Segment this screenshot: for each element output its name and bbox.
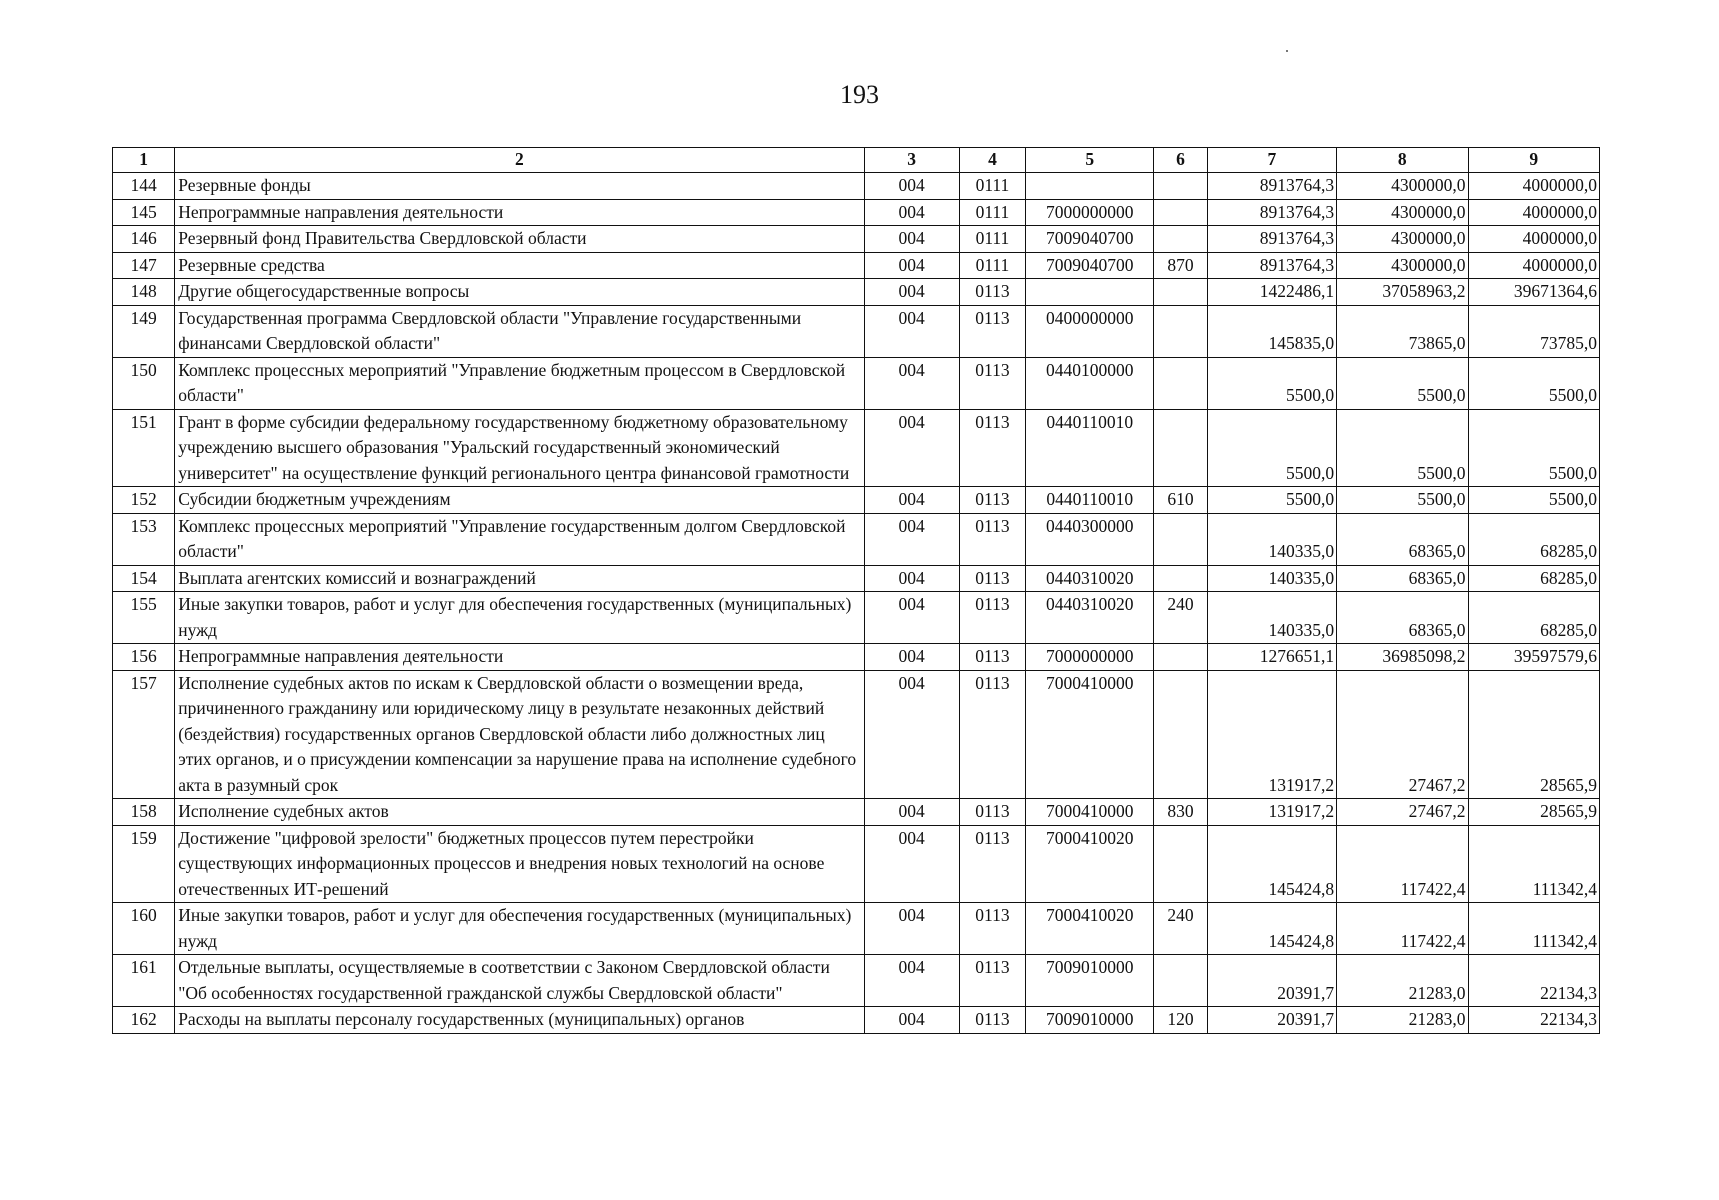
code-col3: 004 [864, 487, 959, 514]
code-col4: 0113 [959, 409, 1025, 487]
code-col6 [1154, 279, 1207, 306]
code-col3: 004 [864, 305, 959, 357]
budget-table [112, 147, 1600, 1034]
amount-col7: 145835,0 [1207, 305, 1336, 357]
amount-col8: 117422,4 [1337, 825, 1468, 903]
row-name: Непрограммные направления деятельности [175, 199, 864, 226]
amount-col7: 5500,0 [1207, 357, 1336, 409]
code-col3: 004 [864, 226, 959, 253]
row-number: 150 [113, 357, 175, 409]
code-col5: 0440310020 [1026, 565, 1154, 592]
amount-col9: 22134,3 [1468, 955, 1600, 1007]
code-col4: 0111 [959, 252, 1025, 279]
code-col5: 0440310020 [1026, 592, 1154, 644]
amount-col7: 145424,8 [1207, 825, 1336, 903]
code-col3: 004 [864, 252, 959, 279]
amount-col9: 28565,9 [1468, 670, 1600, 799]
code-col6 [1154, 565, 1207, 592]
code-col4: 0111 [959, 173, 1025, 200]
row-number: 154 [113, 565, 175, 592]
table-row [113, 252, 1600, 279]
table-row [113, 670, 1600, 799]
amount-col8: 4300000,0 [1337, 173, 1468, 200]
code-col5: 7009010000 [1026, 1007, 1154, 1034]
amount-col8: 27467,2 [1337, 799, 1468, 826]
row-number: 161 [113, 955, 175, 1007]
row-name: Выплата агентских комиссий и вознаграждений [175, 565, 864, 592]
amount-col8: 117422,4 [1337, 903, 1468, 955]
code-col6 [1154, 357, 1207, 409]
code-col5: 0400000000 [1026, 305, 1154, 357]
column-header: 5 [1026, 148, 1154, 173]
row-number: 158 [113, 799, 175, 826]
amount-col9: 5500,0 [1468, 409, 1600, 487]
code-col6: 240 [1154, 592, 1207, 644]
amount-col7: 140335,0 [1207, 592, 1336, 644]
code-col6: 120 [1154, 1007, 1207, 1034]
table-row [113, 305, 1600, 357]
code-col3: 004 [864, 903, 959, 955]
code-col6: 610 [1154, 487, 1207, 514]
code-col3: 004 [864, 955, 959, 1007]
code-col4: 0113 [959, 825, 1025, 903]
code-col5: 7000410000 [1026, 799, 1154, 826]
code-col5: 7000000000 [1026, 644, 1154, 671]
row-number: 145 [113, 199, 175, 226]
amount-col9: 4000000,0 [1468, 252, 1600, 279]
code-col3: 004 [864, 279, 959, 306]
code-col4: 0113 [959, 644, 1025, 671]
column-header: 7 [1207, 148, 1336, 173]
column-header: 9 [1468, 148, 1600, 173]
code-col4: 0113 [959, 279, 1025, 306]
code-col4: 0113 [959, 565, 1025, 592]
code-col4: 0111 [959, 199, 1025, 226]
amount-col8: 68365,0 [1337, 592, 1468, 644]
code-col3: 004 [864, 199, 959, 226]
code-col5: 7009040700 [1026, 252, 1154, 279]
row-name: Комплекс процессных мероприятий "Управление государственным долгом Свердловской области" [175, 513, 864, 565]
code-col5: 7000410000 [1026, 670, 1154, 799]
column-header: 6 [1154, 148, 1207, 173]
amount-col8: 5500,0 [1337, 409, 1468, 487]
code-col3: 004 [864, 670, 959, 799]
row-name: Комплекс процессных мероприятий "Управление бюджетным процессом в Свердловской области" [175, 357, 864, 409]
row-name: Расходы на выплаты персоналу государственных (муниципальных) органов [175, 1007, 864, 1034]
table-row [113, 799, 1600, 826]
code-col3: 004 [864, 1007, 959, 1034]
code-col4: 0113 [959, 1007, 1025, 1034]
table-row [113, 279, 1600, 306]
amount-col7: 131917,2 [1207, 799, 1336, 826]
code-col6: 870 [1154, 252, 1207, 279]
amount-col7: 1276651,1 [1207, 644, 1336, 671]
amount-col8: 36985098,2 [1337, 644, 1468, 671]
code-col3: 004 [864, 592, 959, 644]
amount-col9: 22134,3 [1468, 1007, 1600, 1034]
amount-col9: 5500,0 [1468, 357, 1600, 409]
page-number: 193 [840, 80, 879, 109]
row-name: Иные закупки товаров, работ и услуг для обеспечения государственных (муниципальных) нужд [175, 592, 864, 644]
row-name: Резервные средства [175, 252, 864, 279]
amount-col9: 4000000,0 [1468, 173, 1600, 200]
row-name: Государственная программа Свердловской области "Управление государственными финансами Свердловской области" [175, 305, 864, 357]
table-row [113, 825, 1600, 903]
scan-speck [1286, 50, 1288, 52]
code-col3: 004 [864, 644, 959, 671]
row-number: 156 [113, 644, 175, 671]
row-name: Грант в форме субсидии федеральному государственному бюджетному образовательному учреждению высшего образования "Уральский государственный экономический университет" на осуществление функций регионального центра финансовой грамотности [175, 409, 864, 487]
code-col5: 7000000000 [1026, 199, 1154, 226]
table-row [113, 644, 1600, 671]
row-number: 159 [113, 825, 175, 903]
code-col4: 0113 [959, 357, 1025, 409]
column-header: 4 [959, 148, 1025, 173]
code-col3: 004 [864, 513, 959, 565]
amount-col8: 4300000,0 [1337, 199, 1468, 226]
amount-col7: 8913764,3 [1207, 173, 1336, 200]
row-number: 147 [113, 252, 175, 279]
column-header: 1 [113, 148, 175, 173]
row-name: Субсидии бюджетным учреждениям [175, 487, 864, 514]
row-name: Непрограммные направления деятельности [175, 644, 864, 671]
table-row [113, 565, 1600, 592]
code-col6 [1154, 199, 1207, 226]
amount-col8: 21283,0 [1337, 955, 1468, 1007]
table-row [113, 487, 1600, 514]
amount-col7: 145424,8 [1207, 903, 1336, 955]
code-col6: 830 [1154, 799, 1207, 826]
amount-col9: 111342,4 [1468, 825, 1600, 903]
table-body [113, 173, 1600, 1034]
row-name: Резервный фонд Правительства Свердловской области [175, 226, 864, 253]
code-col4: 0113 [959, 305, 1025, 357]
amount-col8: 68365,0 [1337, 513, 1468, 565]
code-col6 [1154, 644, 1207, 671]
column-header: 3 [864, 148, 959, 173]
row-number: 160 [113, 903, 175, 955]
amount-col9: 68285,0 [1468, 565, 1600, 592]
code-col5: 7000410020 [1026, 825, 1154, 903]
amount-col7: 20391,7 [1207, 1007, 1336, 1034]
code-col4: 0113 [959, 670, 1025, 799]
column-header: 8 [1337, 148, 1468, 173]
amount-col9: 4000000,0 [1468, 199, 1600, 226]
amount-col8: 21283,0 [1337, 1007, 1468, 1034]
amount-col9: 68285,0 [1468, 513, 1600, 565]
code-col4: 0113 [959, 955, 1025, 1007]
amount-col7: 131917,2 [1207, 670, 1336, 799]
code-col5: 0440300000 [1026, 513, 1154, 565]
code-col3: 004 [864, 409, 959, 487]
table-row [113, 903, 1600, 955]
amount-col9: 73785,0 [1468, 305, 1600, 357]
row-name: Другие общегосударственные вопросы [175, 279, 864, 306]
table-row [113, 173, 1600, 200]
amount-col7: 8913764,3 [1207, 199, 1336, 226]
amount-col9: 111342,4 [1468, 903, 1600, 955]
code-col5: 0440100000 [1026, 357, 1154, 409]
code-col6 [1154, 955, 1207, 1007]
amount-col8: 5500,0 [1337, 487, 1468, 514]
amount-col7: 8913764,3 [1207, 252, 1336, 279]
code-col5 [1026, 173, 1154, 200]
code-col3: 004 [864, 825, 959, 903]
row-number: 146 [113, 226, 175, 253]
row-name: Исполнение судебных актов [175, 799, 864, 826]
table-row [113, 409, 1600, 487]
amount-col9: 4000000,0 [1468, 226, 1600, 253]
table-row [113, 513, 1600, 565]
code-col5: 0440110010 [1026, 409, 1154, 487]
amount-col7: 1422486,1 [1207, 279, 1336, 306]
table-row [113, 592, 1600, 644]
row-name: Исполнение судебных актов по искам к Свердловской области о возмещении вреда, причиненного гражданину или юридическому лицу в результате незаконных действий (бездействия) государственных органов Свердловской области либо должностных лиц этих органов, и о присуждении компенсации за нарушение права на исполнение судебного акта в разумный срок [175, 670, 864, 799]
amount-col8: 37058963,2 [1337, 279, 1468, 306]
table-row [113, 226, 1600, 253]
table-row [113, 955, 1600, 1007]
amount-col7: 20391,7 [1207, 955, 1336, 1007]
table-row [113, 199, 1600, 226]
code-col5: 7009040700 [1026, 226, 1154, 253]
row-number: 151 [113, 409, 175, 487]
code-col6 [1154, 305, 1207, 357]
amount-col8: 68365,0 [1337, 565, 1468, 592]
amount-col8: 4300000,0 [1337, 226, 1468, 253]
row-number: 149 [113, 305, 175, 357]
row-number: 155 [113, 592, 175, 644]
amount-col7: 140335,0 [1207, 513, 1336, 565]
amount-col7: 5500,0 [1207, 487, 1336, 514]
table-row [113, 357, 1600, 409]
code-col4: 0113 [959, 799, 1025, 826]
amount-col8: 27467,2 [1337, 670, 1468, 799]
row-number: 162 [113, 1007, 175, 1034]
code-col3: 004 [864, 173, 959, 200]
amount-col9: 39671364,6 [1468, 279, 1600, 306]
code-col4: 0113 [959, 903, 1025, 955]
code-col6 [1154, 409, 1207, 487]
row-number: 148 [113, 279, 175, 306]
code-col6 [1154, 513, 1207, 565]
code-col3: 004 [864, 565, 959, 592]
code-col6: 240 [1154, 903, 1207, 955]
code-col6 [1154, 226, 1207, 253]
row-number: 153 [113, 513, 175, 565]
amount-col7: 5500,0 [1207, 409, 1336, 487]
row-name: Резервные фонды [175, 173, 864, 200]
code-col6 [1154, 173, 1207, 200]
code-col4: 0113 [959, 513, 1025, 565]
code-col3: 004 [864, 799, 959, 826]
table-row [113, 1007, 1600, 1034]
code-col5: 7000410020 [1026, 903, 1154, 955]
row-name: Иные закупки товаров, работ и услуг для обеспечения государственных (муниципальных) нужд [175, 903, 864, 955]
amount-col9: 39597579,6 [1468, 644, 1600, 671]
table-header-row [113, 148, 1600, 173]
amount-col9: 28565,9 [1468, 799, 1600, 826]
amount-col9: 68285,0 [1468, 592, 1600, 644]
code-col5 [1026, 279, 1154, 306]
row-number: 144 [113, 173, 175, 200]
code-col3: 004 [864, 357, 959, 409]
code-col6 [1154, 670, 1207, 799]
code-col4: 0113 [959, 487, 1025, 514]
code-col4: 0113 [959, 592, 1025, 644]
row-name: Отдельные выплаты, осуществляемые в соответствии с Законом Свердловской области "Об особенностях государственной гражданской службы Свердловской области" [175, 955, 864, 1007]
row-number: 157 [113, 670, 175, 799]
amount-col8: 4300000,0 [1337, 252, 1468, 279]
code-col6 [1154, 825, 1207, 903]
code-col5: 0440110010 [1026, 487, 1154, 514]
amount-col7: 140335,0 [1207, 565, 1336, 592]
amount-col9: 5500,0 [1468, 487, 1600, 514]
amount-col8: 73865,0 [1337, 305, 1468, 357]
code-col5: 7009010000 [1026, 955, 1154, 1007]
column-header: 2 [175, 148, 864, 173]
code-col4: 0111 [959, 226, 1025, 253]
amount-col8: 5500,0 [1337, 357, 1468, 409]
row-number: 152 [113, 487, 175, 514]
amount-col7: 8913764,3 [1207, 226, 1336, 253]
row-name: Достижение "цифровой зрелости" бюджетных процессов путем перестройки существующих информационных процессов и внедрения новых технологий на основе отечественных ИТ-решений [175, 825, 864, 903]
